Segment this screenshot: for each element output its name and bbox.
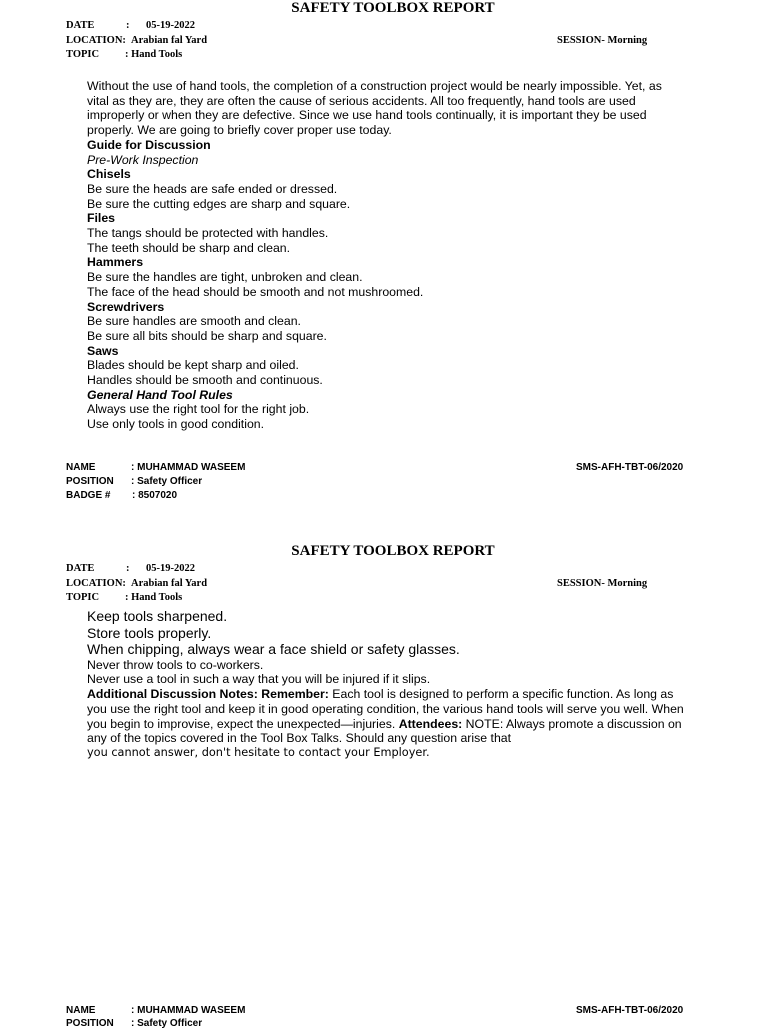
name-label: NAME xyxy=(66,462,96,473)
attendees-text: NOTE: Always promote a discussion on any of the topics covered in the Tool Box Talks. Should any question arise that xyxy=(87,716,682,746)
screwdrivers-line-2: Be sure all bits should be sharp and square. xyxy=(87,328,327,343)
rules-line-1: Always use the right tool for the right job. xyxy=(87,402,310,417)
rule-line-3: When chipping, always wear a face shield or safety glasses. xyxy=(87,641,460,658)
doc-code: SMS-AFH-TBT-06/2020 xyxy=(576,1005,684,1016)
location-value: Arabian fal Yard xyxy=(131,578,208,589)
name-value: : MUHAMMAD WASEEM xyxy=(131,1005,246,1016)
session-value: SESSION- Morning xyxy=(557,578,648,589)
prework-subheading: Pre-Work Inspection xyxy=(87,152,199,167)
name-value: : MUHAMMAD WASEEM xyxy=(131,462,246,473)
topic-label: TOPIC xyxy=(66,49,100,60)
position-value: : Safety Officer xyxy=(131,1018,203,1029)
date-label: DATE xyxy=(66,20,95,31)
date-value: 05-19-2022 xyxy=(146,563,195,574)
hammers-line-2: The face of the head should be smooth and not mushroomed. xyxy=(87,284,424,299)
position-value: : Safety Officer xyxy=(131,476,203,487)
chisels-line-1: Be sure the heads are safe ended or dressed. xyxy=(87,181,338,196)
saws-line-2: Handles should be smooth and continuous. xyxy=(87,373,323,388)
guide-heading: Guide for Discussion xyxy=(87,137,211,152)
report-body-continued xyxy=(87,608,687,761)
report-body xyxy=(87,79,687,432)
topic-value: : Hand Tools xyxy=(125,49,183,60)
chisels-line-2: Be sure the cutting edges are sharp and square. xyxy=(87,196,351,211)
saws-line-1: Blades should be kept sharp and oiled. xyxy=(87,358,299,373)
date-label: DATE xyxy=(66,563,95,574)
date-value: 05-19-2022 xyxy=(146,20,195,31)
doc-code: SMS-AFH-TBT-06/2020 xyxy=(576,462,684,473)
location-label: LOCATION: xyxy=(66,578,126,589)
position-label: POSITION xyxy=(66,476,114,487)
screwdrivers-heading: Screwdrivers xyxy=(87,299,165,314)
date-separator: : xyxy=(126,563,130,574)
rule-line-1: Keep tools sharpened. xyxy=(87,608,228,624)
badge-label: BADGE # xyxy=(66,490,111,501)
rule-line-2: Store tools properly. xyxy=(87,624,212,641)
chisels-heading: Chisels xyxy=(87,167,131,182)
report-title: SAFETY TOOLBOX REPORT xyxy=(291,543,495,559)
files-heading: Files xyxy=(87,211,116,226)
notes-text: Each tool is designed to perform a specific function. As long as you use the right tool and keep it in good operating condition, the various hand tools will serve you well. When you begin to improvise, expect the unexpected—injuries. xyxy=(87,687,684,731)
position-label: POSITION xyxy=(66,1018,114,1029)
rules-line-2: Use only tools in good condition. xyxy=(87,417,265,432)
badge-value: : 8507020 xyxy=(132,490,178,501)
saws-heading: Saws xyxy=(87,343,119,358)
notes-paragraph xyxy=(87,687,687,746)
hammers-heading: Hammers xyxy=(87,255,144,270)
intro-paragraph: Without the use of hand tools, the completion of a construction project would be nearly impossible. Yet, as vital as they are, they are often the cause of serious accidents. All too frequently, hand tools are used improperly or when they are defective. Since we use hand tools continually, it is important they be used properly. We are going to briefly cover proper use today. xyxy=(87,79,662,138)
hammers-line-1: Be sure the handles are tight, unbroken and clean. xyxy=(87,270,363,285)
location-label: LOCATION: xyxy=(66,35,126,46)
name-label: NAME xyxy=(66,1005,96,1016)
screwdrivers-line-1: Be sure handles are smooth and clean. xyxy=(87,314,301,329)
topic-value: : Hand Tools xyxy=(125,592,183,603)
rule-line-5: Never use a tool in such a way that you will be injured if it slips. xyxy=(87,672,431,687)
files-line-2: The teeth should be sharp and clean. xyxy=(87,240,291,255)
session-value: SESSION- Morning xyxy=(557,35,648,46)
rules-heading: General Hand Tool Rules xyxy=(87,387,233,402)
topic-label: TOPIC xyxy=(66,592,100,603)
attendees-label: Attendees: xyxy=(398,716,463,731)
notes-label: Additional Discussion Notes: Remember: xyxy=(87,687,329,702)
location-value: Arabian fal Yard xyxy=(131,35,208,46)
report-title: SAFETY TOOLBOX REPORT xyxy=(291,0,495,16)
rule-line-4: Never throw tools to co-workers. xyxy=(87,657,264,672)
date-separator: : xyxy=(126,20,130,31)
contact-line: you cannot answer, don't hesitate to contact your Employer. xyxy=(87,746,430,759)
files-line-1: The tangs should be protected with handles. xyxy=(87,226,329,241)
